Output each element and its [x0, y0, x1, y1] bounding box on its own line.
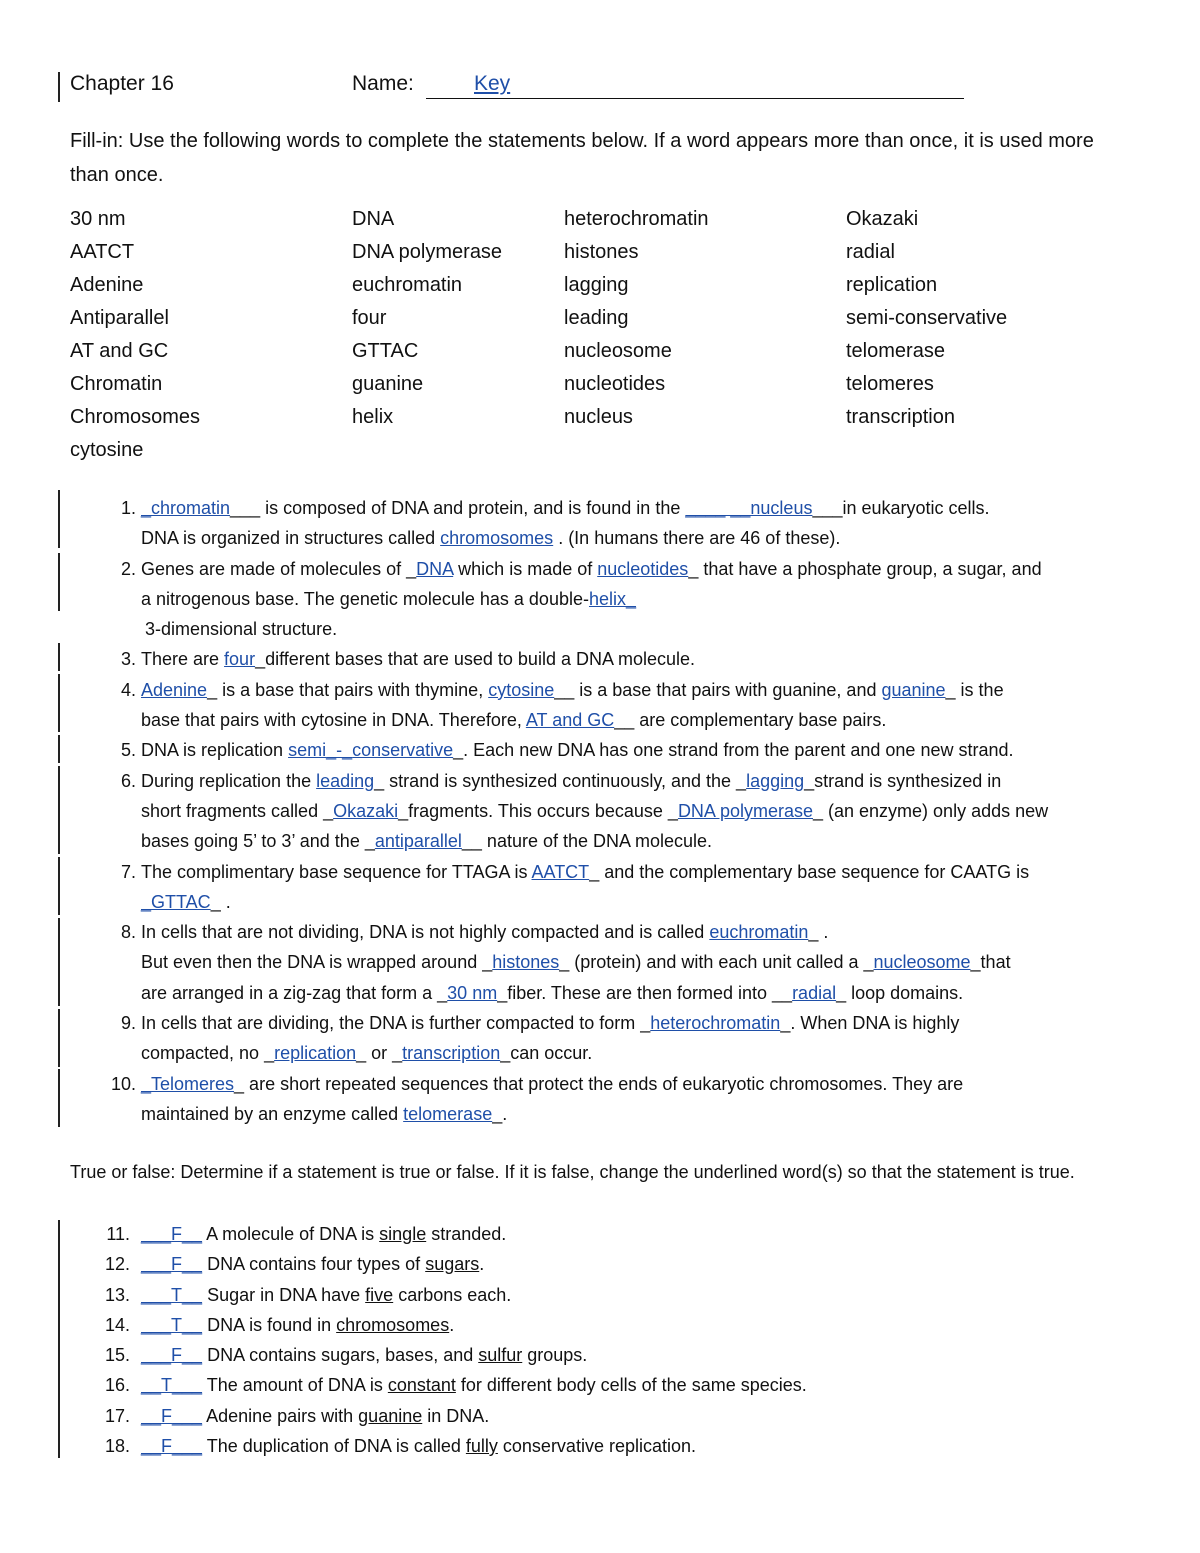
- question-text: _ and the complementary base sequence for CAATG is: [589, 861, 1030, 882]
- question-text: 3-dimensional structure.: [145, 619, 338, 640]
- question-text: _ or _: [356, 1043, 403, 1064]
- question-9: [70, 1008, 1150, 1069]
- answer-blank: _: [141, 1073, 152, 1094]
- change-bar: [58, 490, 60, 548]
- answer: T: [171, 1314, 183, 1335]
- answer: heterochromatin: [650, 1013, 781, 1034]
- question-text: base that pairs with cytosine in DNA. Therefore,: [141, 710, 526, 731]
- answer-blank: _: [626, 588, 637, 609]
- answer: _chromatin: [141, 498, 231, 518]
- answer: T: [171, 1284, 183, 1305]
- answer: replication: [274, 1043, 357, 1064]
- question-text: short fragments called _: [141, 800, 334, 821]
- answer: nucleotides: [597, 558, 689, 579]
- answer: Telomeres: [151, 1073, 235, 1094]
- question-text: _ .: [808, 922, 829, 943]
- question-4: [70, 675, 1150, 736]
- question-10: [70, 1069, 1150, 1130]
- change-bar: [58, 1069, 60, 1127]
- answer-blank: __: [182, 1314, 203, 1335]
- question-line: [70, 644, 1150, 674]
- question-text: __ nature of the DNA molecule.: [461, 831, 713, 852]
- question-number: 6.: [120, 770, 136, 791]
- question-1: [70, 493, 1150, 554]
- answer: Adenine: [141, 679, 208, 700]
- question-text: DNA is replication: [141, 740, 289, 761]
- word-bank-word: nucleotides: [564, 373, 666, 395]
- question-text: _fiber. These are then formed into __: [497, 982, 793, 1003]
- question-text: The amount of DNA is: [202, 1375, 388, 1396]
- fill-in-questions: [70, 493, 1150, 1129]
- answer-blank: ___: [141, 1224, 172, 1244]
- underlined-word: five: [365, 1284, 394, 1305]
- question-text: maintained by an enzyme called: [141, 1103, 404, 1124]
- answer-blank: ___: [141, 1314, 172, 1335]
- answer: DNA polymerase: [677, 800, 813, 821]
- true-false-questions: [70, 1219, 1150, 1461]
- fill-in-instructions: Fill-in: Use the following words to complete the statements below. If a word appears more than once, it is used more than once.: [70, 130, 1094, 186]
- question-6: [70, 766, 1150, 857]
- answer: T: [161, 1375, 173, 1396]
- answer-blank: __: [141, 1405, 162, 1426]
- word-bank-row: [70, 406, 1130, 439]
- answer-blank: ___: [141, 1254, 172, 1275]
- answer: AT and GC: [525, 710, 615, 731]
- answer: antiparallel: [374, 831, 462, 852]
- answer: F: [171, 1254, 183, 1275]
- answer-blank: __: [141, 1436, 162, 1457]
- question-text: _fragments. This occurs because _: [398, 800, 678, 821]
- change-bar: [58, 735, 60, 763]
- word-bank-word: leading: [564, 307, 629, 329]
- question-text: for different body cells of the same species.: [455, 1375, 807, 1396]
- question-text: In cells that are not dividing, DNA is not highly compacted and is called: [141, 922, 710, 943]
- answer-blank: ___: [141, 1345, 172, 1366]
- word-bank-word: telomeres: [846, 373, 934, 395]
- question-text: In cells that are dividing, the DNA is further compacted to form _: [141, 1013, 651, 1034]
- answer: F: [161, 1436, 173, 1457]
- answer: radial: [792, 982, 837, 1003]
- question-text: groups.: [522, 1345, 588, 1366]
- question-text: _ are short repeated sequences that protect the ends of eukaryotic chromosomes. They are: [234, 1073, 964, 1094]
- underlined-word: fully: [465, 1436, 498, 1457]
- question-text: But even then the DNA is wrapped around _: [141, 952, 493, 973]
- answer-blank: _: [141, 891, 152, 912]
- underlined-word: sulfur: [478, 1345, 523, 1366]
- question-text: Sugar in DNA have: [202, 1284, 366, 1305]
- word-bank-row: [70, 208, 1130, 241]
- question-number: 11.: [106, 1224, 130, 1244]
- question-text: bases going 5’ to 3’ and the _: [141, 831, 375, 852]
- word-bank-row: [70, 274, 1130, 307]
- word-bank-word: cytosine: [70, 439, 144, 461]
- question-line: [70, 857, 1150, 887]
- question-line: [70, 1069, 1150, 1099]
- question-line: [70, 887, 1150, 917]
- answer: AATCT: [531, 861, 590, 882]
- question-text: in DNA.: [422, 1405, 490, 1426]
- word-bank-word: 30 nm: [70, 208, 126, 230]
- question-text: _strand is synthesized in: [804, 770, 1002, 791]
- answer-blank: __: [182, 1284, 203, 1305]
- word-bank-row: [70, 373, 1130, 406]
- question-text: _ is the: [945, 679, 1004, 700]
- answer: F: [171, 1224, 183, 1244]
- question-7: [70, 857, 1150, 918]
- question-number: 5.: [120, 740, 136, 761]
- answer: conservative: [352, 740, 454, 761]
- tf-question-18: [70, 1431, 1150, 1461]
- word-bank-word: radial: [846, 241, 895, 263]
- word-bank-row: [70, 307, 1130, 340]
- change-bar: [58, 674, 60, 732]
- word-bank-row: [70, 241, 1130, 274]
- question-number: 9.: [120, 1013, 136, 1034]
- tf-question-13: [70, 1280, 1150, 1310]
- word-bank-word: four: [352, 307, 387, 329]
- true-false-instructions: True or false: Determine if a statement is true or false. If it is false, change the underlined word(s) so that the statement is true.: [70, 1162, 1075, 1182]
- answer: chromosomes: [440, 528, 554, 549]
- question-text: _ .: [210, 891, 231, 912]
- question-text: _ is a base that pairs with thymine,: [207, 679, 489, 700]
- word-bank-word: euchromatin: [352, 274, 463, 296]
- answer: lagging: [746, 770, 805, 791]
- question-text: .: [479, 1254, 485, 1275]
- question-text: which is made of: [453, 558, 598, 579]
- question-text: The duplication of DNA is called: [202, 1436, 466, 1457]
- question-text: DNA contains four types of: [202, 1254, 426, 1275]
- answer-blank: __: [141, 1375, 162, 1396]
- answer: euchromatin: [709, 922, 809, 943]
- question-text: There are: [141, 649, 225, 670]
- underlined-word: guanine: [358, 1405, 423, 1426]
- word-bank-word: telomerase: [846, 340, 945, 362]
- question-text: __ is a base that pairs with guanine, and: [554, 679, 882, 700]
- tf-question-17: [70, 1401, 1150, 1431]
- question-number: 14.: [104, 1314, 130, 1335]
- question-text: The complimentary base sequence for TTAGA is: [141, 861, 532, 882]
- underlined-word: constant: [387, 1375, 456, 1396]
- answer-blank: __: [182, 1345, 203, 1366]
- word-bank-word: AATCT: [70, 241, 135, 263]
- question-text: _. Each new DNA has one strand from the parent and one new strand.: [453, 740, 1014, 761]
- chapter-title: Chapter 16: [70, 72, 174, 95]
- answer: four: [224, 649, 256, 670]
- question-line: [70, 796, 1150, 826]
- question-number: 8.: [120, 922, 136, 943]
- question-line: [70, 735, 1150, 765]
- question-number: 17.: [104, 1405, 130, 1426]
- question-number: 15.: [104, 1345, 130, 1366]
- answer-blank: _-_: [326, 740, 353, 761]
- answer: nucleosome: [873, 952, 971, 973]
- question-line: [70, 1099, 1150, 1129]
- question-text: _that: [970, 952, 1011, 973]
- answer-blank: ___: [172, 1375, 203, 1396]
- word-bank-word: Chromatin: [70, 373, 163, 395]
- word-bank-word: Okazaki: [846, 208, 919, 230]
- question-line: [70, 523, 1150, 553]
- question-text: . (In humans there are 46 of these).: [553, 528, 841, 549]
- question-text: _ that have a phosphate group, a sugar, and: [688, 558, 1042, 579]
- word-bank-word: histones: [564, 241, 639, 263]
- word-bank-word: GTTAC: [352, 340, 419, 362]
- answer: transcription: [402, 1043, 501, 1064]
- question-text: .: [449, 1314, 455, 1335]
- word-bank: [70, 208, 1130, 472]
- question-number: 12.: [104, 1254, 130, 1275]
- question-text: _can occur.: [500, 1043, 593, 1064]
- question-number: 18.: [104, 1436, 130, 1457]
- question-number: 10.: [110, 1073, 136, 1094]
- question-line: [70, 584, 1150, 614]
- answer: cytosine: [488, 679, 555, 700]
- question-3: [70, 644, 1150, 674]
- word-bank-word: transcription: [846, 406, 955, 428]
- underlined-word: sugars: [425, 1254, 480, 1275]
- underlined-word: chromosomes: [336, 1314, 450, 1335]
- answer: histones: [492, 952, 560, 973]
- question-number: 2.: [120, 558, 136, 579]
- question-text: Genes are made of molecules of _: [141, 558, 417, 579]
- question-number: 13.: [104, 1284, 130, 1305]
- question-number: 1.: [120, 498, 136, 518]
- question-8: [70, 917, 1150, 1008]
- question-number: 4.: [120, 679, 136, 700]
- word-bank-word: nucleosome: [564, 340, 672, 362]
- change-bar: [58, 72, 60, 102]
- change-bar: [58, 553, 60, 611]
- answer: F: [161, 1405, 173, 1426]
- word-bank-word: DNA polymerase: [352, 241, 503, 263]
- answer: telomerase: [403, 1103, 493, 1124]
- question-line: [70, 766, 1150, 796]
- answer: 30 nm: [447, 982, 498, 1003]
- question-text: ___in eukaryotic cells.: [812, 498, 990, 518]
- word-bank-word: DNA: [352, 208, 395, 230]
- question-line: [70, 1008, 1150, 1038]
- tf-question-16: [70, 1370, 1150, 1400]
- change-bar: [58, 918, 60, 1006]
- tf-question-11: [70, 1219, 1150, 1249]
- question-line: [70, 705, 1150, 735]
- name-field: [426, 72, 964, 99]
- answer: guanine: [881, 679, 946, 700]
- question-text: stranded.: [426, 1224, 507, 1244]
- change-bar: [58, 1009, 60, 1067]
- question-text: a nitrogenous base. The genetic molecule has a double-: [141, 588, 589, 609]
- question-line: [70, 493, 1150, 523]
- question-line: [70, 947, 1150, 977]
- question-text: _ (an enzyme) only adds new: [813, 800, 1049, 821]
- question-line: [70, 826, 1150, 856]
- question-number: 3.: [120, 649, 136, 670]
- answer: ____ __nucleus: [685, 498, 813, 518]
- answer: DNA: [416, 558, 454, 579]
- answer: F: [171, 1345, 183, 1366]
- question-text: compacted, no _: [141, 1043, 275, 1064]
- question-text: DNA contains sugars, bases, and: [202, 1345, 479, 1366]
- underlined-word: single: [379, 1224, 427, 1244]
- answer: semi: [288, 740, 327, 761]
- answer: Okazaki: [333, 800, 399, 821]
- change-bar: [58, 1220, 60, 1458]
- question-line: [70, 614, 1150, 644]
- question-number: 16.: [104, 1375, 130, 1396]
- word-bank-word: Adenine: [70, 274, 144, 296]
- change-bar: [58, 643, 60, 671]
- question-line: [70, 554, 1150, 584]
- question-text: A molecule of DNA is: [202, 1224, 380, 1244]
- word-bank-word: helix: [352, 406, 394, 428]
- answer-blank: ___: [172, 1436, 203, 1457]
- question-2: [70, 554, 1150, 645]
- question-line: [70, 1038, 1150, 1068]
- question-text: _. When DNA is highly: [780, 1013, 960, 1034]
- question-text: _different bases that are used to build a DNA molecule.: [255, 649, 696, 670]
- question-text: Adenine pairs with: [202, 1405, 359, 1426]
- question-text: DNA is organized in structures called: [141, 528, 441, 549]
- question-line: [70, 917, 1150, 947]
- tf-question-12: [70, 1249, 1150, 1279]
- word-bank-word: AT and GC: [70, 340, 169, 362]
- change-bar: [58, 766, 60, 854]
- question-text: carbons each.: [393, 1284, 512, 1305]
- word-bank-word: heterochromatin: [564, 208, 709, 230]
- answer: leading: [316, 770, 375, 791]
- word-bank-word: replication: [846, 274, 938, 296]
- question-line: [70, 978, 1150, 1008]
- question-text: DNA is found in: [202, 1314, 337, 1335]
- tf-question-15: [70, 1340, 1150, 1370]
- name-value: Key: [474, 72, 511, 95]
- question-text: _ strand is synthesized continuously, and the _: [374, 770, 747, 791]
- question-text: _ loop domains.: [836, 982, 964, 1003]
- question-text: During replication the: [141, 770, 317, 791]
- question-text: _.: [492, 1103, 508, 1124]
- change-bar: [58, 857, 60, 915]
- answer-blank: __: [182, 1224, 203, 1244]
- word-bank-word: Chromosomes: [70, 406, 201, 428]
- answer: helix: [588, 588, 627, 609]
- word-bank-row: [70, 340, 1130, 373]
- answer-blank: ___: [141, 1284, 172, 1305]
- name-label: Name:: [352, 72, 414, 95]
- question-text: ___ is composed of DNA and protein, and is found in the: [230, 498, 686, 518]
- header: [70, 72, 1130, 102]
- question-text: __ are complementary base pairs.: [614, 710, 887, 731]
- word-bank-word: guanine: [352, 373, 424, 395]
- word-bank-word: semi-conservative: [846, 307, 1008, 329]
- question-text: conservative replication.: [497, 1436, 697, 1457]
- answer-blank: ___: [172, 1405, 203, 1426]
- question-text: _ (protein) and with each unit called a _: [559, 952, 874, 973]
- answer-blank: __: [182, 1254, 203, 1275]
- word-bank-word: Antiparallel: [70, 307, 169, 329]
- question-line: [70, 675, 1150, 705]
- question-text: are arranged in a zig-zag that form a _: [141, 982, 448, 1003]
- word-bank-row: [70, 439, 1130, 472]
- question-number: 7.: [120, 861, 136, 882]
- tf-question-14: [70, 1310, 1150, 1340]
- answer: GTTAC: [151, 891, 211, 912]
- word-bank-word: nucleus: [564, 406, 633, 428]
- word-bank-word: lagging: [564, 274, 629, 296]
- question-5: [70, 735, 1150, 765]
